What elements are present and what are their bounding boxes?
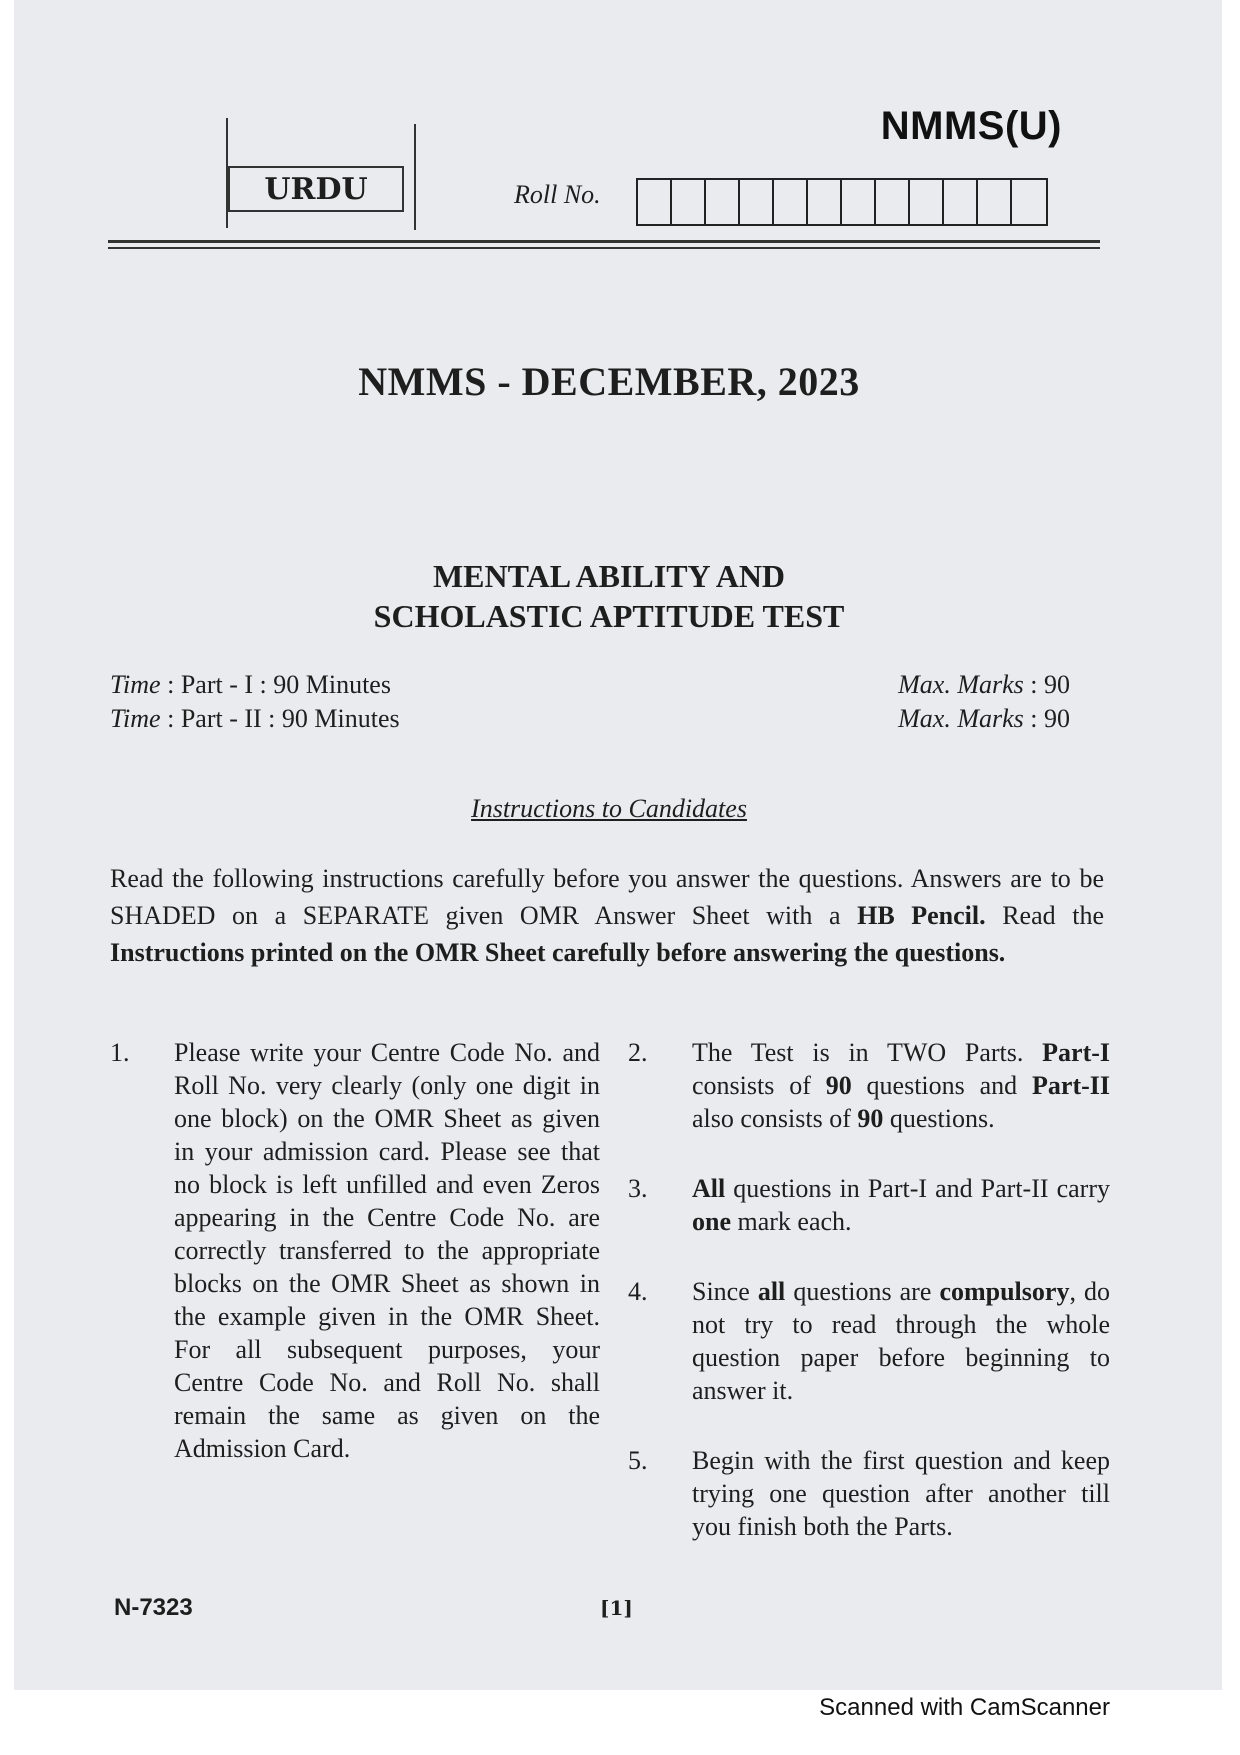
time-label: Time [110,704,161,733]
instruction-item [628,1444,1110,1543]
item-text-part: questions are [785,1277,940,1306]
marks-value: 90 [1044,704,1070,733]
subtitle-line-1: MENTAL ABILITY AND [432,558,786,594]
marks-value: 90 [1044,670,1070,699]
roll-no-boxes [636,178,1048,226]
roll-no-box [706,180,740,224]
item-text-bold: one [692,1207,731,1236]
item-text-part: Since [692,1277,758,1306]
item-text: Please write your Centre Code No. and Roll No. very clearly (only one digit in one block) on the OMR Sheet as given in your admission card. Please see that no block is left unfilled and even Zeros appearing in the Centre Code No. are correctly transferred to the appropriate blocks on the OMR Sheet as shown in the example given in the OMR Sheet. For all subsequent purposes, your Centre Code No. and Roll No. shall remain the same as given on the Admission Card. [174,1038,600,1463]
marks-part-1: Max. Marks : 90 [898,670,1070,699]
roll-no-box [842,180,876,224]
item-text-bold: 90 [825,1071,852,1100]
scanner-watermark: Scanned with CamScanner [819,1694,1110,1721]
exam-page [14,0,1222,1690]
roll-no-box [978,180,1012,224]
instruction-item [110,1036,600,1465]
item-text-part: questions in Part-I and Part-II carry [725,1174,1110,1203]
item-text [692,1275,1110,1407]
paper-serial-code: N-7323 [114,1594,193,1621]
time-value: Part - I : 90 Minutes [180,670,391,699]
marks-label: Max. Marks [898,670,1024,699]
item-text [692,1172,1110,1238]
time-info [110,668,400,736]
item-text-bold: compulsory [939,1277,1070,1306]
item-text-part: also consists of [692,1104,858,1133]
item-number: 1. [110,1038,130,1067]
intro-text: Read the following instructions carefully before you answer the questions. Answers are to be SHADED on a SEPARATE given OMR Answer Sheet with a [110,864,1104,930]
instructions-intro [110,860,1104,971]
item-number: 4. [628,1277,648,1306]
item-text-bold: Part-II [1032,1071,1111,1100]
item-text-part: consists of [692,1071,826,1100]
header-rule [108,247,1100,249]
roll-no-box [1012,180,1046,224]
roll-no-box [740,180,774,224]
item-text [692,1036,1110,1135]
roll-no-box [876,180,910,224]
roll-no-box [638,180,672,224]
roll-no-box [944,180,978,224]
item-text-bold: 90 [857,1104,884,1133]
instruction-item [628,1036,1110,1135]
marks-label: Max. Marks [898,704,1024,733]
roll-no-box [910,180,944,224]
intro-text: Read the [985,901,1105,930]
roll-no-box [808,180,842,224]
item-text-part: The Test is in TWO Parts. [692,1038,1043,1067]
header-rule [108,240,1100,243]
item-text-part: mark each. [731,1207,852,1236]
item-text-bold: Part-I [1042,1038,1110,1067]
instruction-item [628,1275,1110,1407]
page-number: [1] [600,1596,633,1620]
item-text-part: questions. [883,1104,995,1133]
instruction-item [628,1172,1110,1238]
header-divider-line [414,124,416,230]
instructions-column-right [628,1036,1110,1580]
item-text: Begin with the first question and keep trying one question after another till you finish both the Parts. [692,1446,1110,1541]
intro-bold: Instructions printed on the OMR Sheet carefully before answering the questions. [110,938,1006,967]
time-part-2: Time : Part - II : 90 Minutes [110,704,400,733]
time-part-1: Time : Part - I : 90 Minutes [110,670,391,699]
item-text-bold: All [692,1174,726,1203]
item-number: 2. [628,1038,648,1067]
time-value: Part - II : 90 Minutes [180,704,400,733]
roll-no-box [672,180,706,224]
paper-code: NMMS(U) [880,104,1062,148]
time-label: Time [110,670,161,699]
roll-no-box [774,180,808,224]
language-box: URDU [228,166,404,212]
item-text-part: questions and [851,1071,1033,1100]
exam-title: NMMS - DECEMBER, 2023 [358,359,860,404]
instructions-heading: Instructions to Candidates [471,794,747,823]
subtitle-line-2: SCHOLASTIC APTITUDE TEST [373,598,845,634]
item-number: 3. [628,1174,648,1203]
item-text-bold: all [757,1277,786,1306]
exam-subtitle [14,556,1204,636]
instructions-column-left [110,1036,600,1465]
item-number: 5. [628,1446,648,1475]
marks-part-2: Max. Marks : 90 [898,704,1070,733]
marks-info [898,668,1070,736]
roll-no-label: Roll No. [514,180,601,209]
intro-bold: HB Pencil. [857,901,986,930]
item-text-part: , do not try to read through the whole question paper before beginning to answer it. [692,1277,1110,1405]
